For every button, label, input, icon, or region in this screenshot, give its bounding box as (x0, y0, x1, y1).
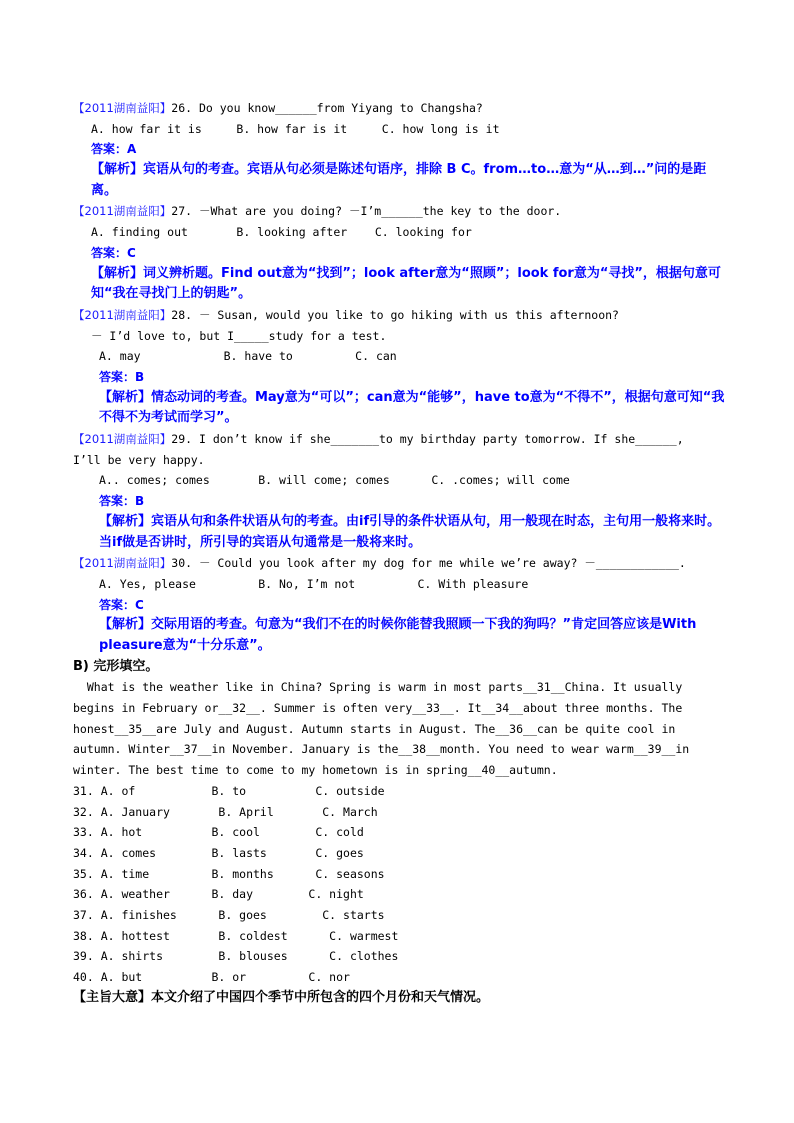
option-row: 36. A. weather B. day C. night (73, 887, 364, 902)
cloze-summary: 【主旨大意】本文介绍了中国四个季节中所包含的四个月份和天气情况。 (73, 989, 490, 1005)
cloze-passage (73, 677, 725, 780)
question-30-options: A. Yes, please B. No, I’m not C. With pleasure (99, 576, 529, 591)
question-stem: 27. －What are you doing? －I’m______the key to the door. (171, 204, 562, 219)
question-source: 【2011湖南益阳】 (73, 101, 172, 115)
question-29 (73, 429, 725, 450)
question-28-stem-2: － I’d love to, but I_____study for a test. (91, 328, 387, 343)
cloze-options (73, 781, 725, 988)
option-row: 32. A. January B. April C. March (73, 804, 378, 819)
option-row: 39. A. shirts B. blouses C. clothes (73, 949, 399, 964)
question-30 (73, 553, 725, 574)
question-26-options: A. how far it is B. how far is it C. how long is it (91, 121, 500, 136)
question-stem: 26. Do you know______from Yiyang to Changsha? (171, 101, 483, 115)
question-26 (73, 98, 725, 119)
passage-line: What is the weather like in China? Spring is warm in most parts__31__China. It usually (73, 680, 683, 695)
option-row: 40. A. but B. or C. nor (73, 970, 350, 985)
question-28-analysis: 【解析】情态动词的考查。May意为“可以”；can意为“能够”，have to意为“不得不”，根据句意可知“我不得不为考试而学习”。 (99, 389, 725, 426)
passage-line: winter. The best time to come to my hometown is in spring__40__autumn. (73, 763, 558, 778)
question-source: 【2011湖南益阳】 (73, 307, 172, 322)
question-stem: 29. I don’t know if she_______to my birthday party tomorrow. If she______, (171, 432, 684, 447)
question-26-answer: 答案：A (91, 142, 137, 157)
question-stem: 30. － Could you look after my dog for me while we’re away? －____________. (171, 556, 686, 571)
question-27 (73, 201, 725, 222)
question-28-options: A. may B. have to C. can (99, 349, 397, 364)
question-stem: 28. － Susan, would you like to go hiking with us this afternoon? (171, 307, 619, 322)
question-28 (73, 305, 725, 326)
question-source: 【2011湖南益阳】 (73, 204, 172, 219)
question-27-answer: 答案：C (91, 245, 136, 260)
passage-line: begins in February or__32__. Summer is often very__33__. It__34__about three months. The (73, 701, 683, 716)
question-27-analysis: 【解析】词义辨析题。Find out意为“找到”；look after意为“照顾”；look for意为“寻找”，根据句意可知“我在寻找门上的钥匙”。 (91, 265, 721, 302)
option-row: 33. A. hot B. cool C. cold (73, 825, 364, 840)
option-row: 37. A. finishes B. goes C. starts (73, 907, 385, 922)
question-30-analysis: 【解析】交际用语的考查。句意为“我们不在的时候你能替我照顾一下我的狗吗？”肯定回答应该是With pleasure意为“十分乐意”。 (99, 617, 697, 654)
question-30-answer: 答案：C (99, 597, 144, 612)
question-29-analysis: 【解析】宾语从句和条件状语从句的考查。由if引导的条件状语从句，用一般现在时态，主句用一般将来时。当if做是否讲时，所引导的宾语从句通常是一般将来时。 (99, 513, 721, 550)
passage-line: autumn. Winter__37__in November. January is the__38__month. You need to wear warm__39__in (73, 742, 690, 757)
question-source: 【2011湖南益阳】 (73, 432, 172, 447)
question-29-stem-2: I’ll be very happy. (73, 452, 205, 467)
option-row: 38. A. hottest B. coldest C. warmest (73, 928, 399, 943)
option-row: 35. A. time B. months C. seasons (73, 866, 385, 881)
question-29-answer: 答案：B (99, 494, 145, 509)
question-28-answer: 答案：B (99, 370, 145, 384)
cloze-heading: B) 完形填空。 (73, 658, 159, 674)
option-row: 31. A. of B. to C. outside (73, 783, 385, 798)
option-row: 34. A. comes B. lasts C. goes (73, 845, 364, 860)
question-27-options: A. finding out B. looking after C. looking for (91, 225, 472, 240)
document-page (73, 98, 725, 1008)
question-26-analysis: 【解析】宾语从句的考查。宾语从句必须是陈述句语序，排除 B C。from…to…意为“从…到…”问的是距离。 (91, 162, 707, 198)
passage-line: honest__35__are July and August. Autumn starts in August. The__36__can be quite cool in (73, 721, 676, 736)
question-source: 【2011湖南益阳】 (73, 556, 172, 571)
question-29-options: A.. comes; comes B. will come; comes C. .comes; will come (99, 473, 570, 488)
